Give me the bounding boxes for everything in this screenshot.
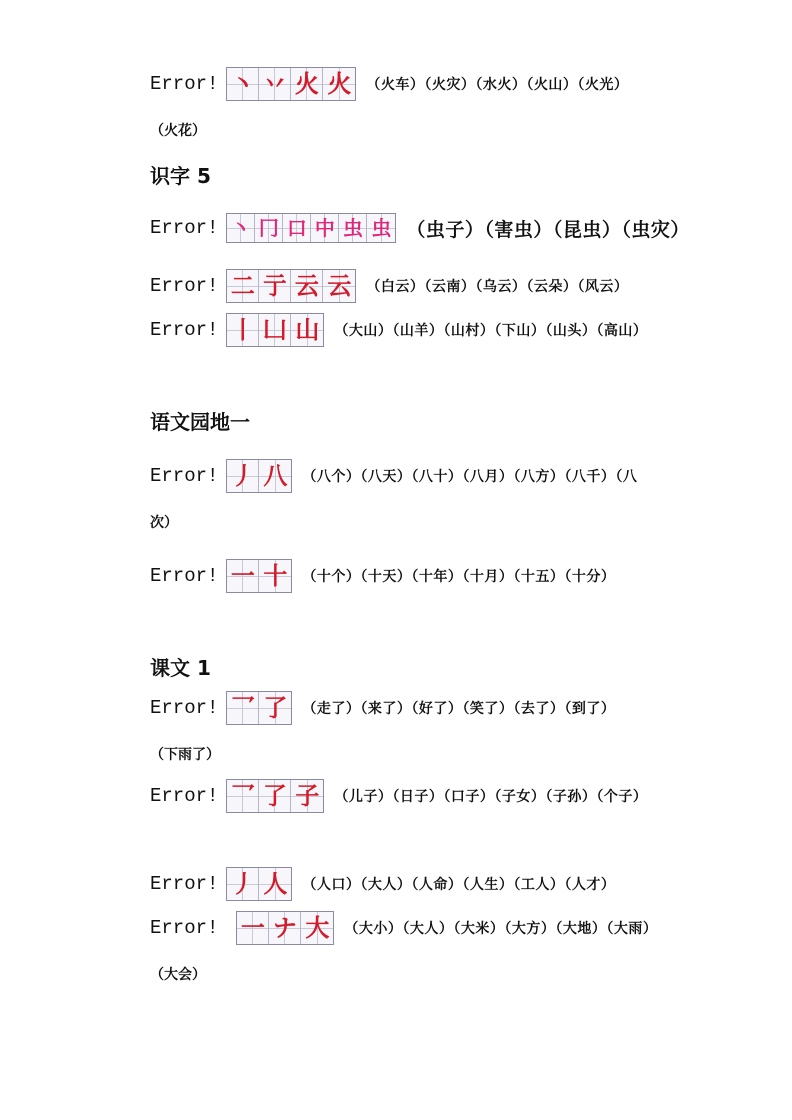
- stroke-cell: 虫: [339, 214, 367, 242]
- stroke-cell: 子: [291, 780, 323, 812]
- error-label: Error!: [150, 73, 219, 95]
- entry-ren: [150, 866, 615, 902]
- stroke-cell: 冂: [255, 214, 283, 242]
- stroke-order-huo: [226, 67, 356, 101]
- stroke-cell: 八: [259, 460, 291, 492]
- word-list-yun: （白云）（云南）（乌云）（云朵）（风云）: [366, 279, 629, 295]
- word-list-zi: （儿子）（日子）（口子）（子女）（子孙）（个子）: [334, 789, 648, 805]
- section-heading-shizi5: 识字 5: [150, 164, 211, 188]
- word-list-chong: （虫子）（害虫）（昆虫）（虫灾）: [406, 218, 690, 241]
- stroke-cell: 二: [227, 270, 259, 302]
- stroke-cell: 一: [237, 912, 269, 944]
- stroke-cell: 丶: [227, 68, 259, 100]
- stroke-cell: 丿: [227, 868, 259, 900]
- entry-shan: [150, 312, 647, 348]
- word-list-le: （走了）（来了）（好了）（笑了）（去了）（到了）: [302, 701, 616, 717]
- stroke-cell: 乛: [227, 780, 259, 812]
- stroke-order-ba: [226, 459, 292, 493]
- stroke-cell: 大: [301, 912, 333, 944]
- entry-yun: [150, 268, 628, 304]
- stroke-cell: 乛: [227, 692, 259, 724]
- stroke-order-da: [236, 911, 334, 945]
- stroke-cell: 丨: [227, 314, 259, 346]
- entry-ba: [150, 458, 637, 494]
- entry-chong: [150, 210, 690, 246]
- stroke-cell: 了: [259, 780, 291, 812]
- stroke-order-shi: [226, 559, 292, 593]
- error-label: Error!: [150, 565, 219, 587]
- stroke-order-le: [226, 691, 292, 725]
- entry-shi: [150, 558, 615, 594]
- word-list-shan: （大山）（山羊）（山村）（下山）（山头）（高山）: [334, 323, 648, 339]
- word-list-le-wrap: （下雨了）: [150, 747, 220, 763]
- stroke-cell: 丶: [227, 214, 255, 242]
- stroke-cell: 丿: [227, 460, 259, 492]
- entry-zi: [150, 778, 647, 814]
- error-label: Error!: [150, 785, 219, 807]
- stroke-order-yun: [226, 269, 356, 303]
- section-heading-kewen1: 课文 1: [150, 656, 211, 680]
- stroke-cell: ナ: [269, 912, 301, 944]
- error-label: Error!: [150, 697, 219, 719]
- word-list-da: （大小）（大人）（大米）（大方）（大地）（大雨）: [344, 921, 658, 937]
- word-list-ba-wrap: 次）: [150, 515, 178, 531]
- stroke-cell: 十: [259, 560, 291, 592]
- stroke-cell: 虫: [367, 214, 395, 242]
- entry-huo: [150, 66, 628, 102]
- stroke-cell: 一: [227, 560, 259, 592]
- stroke-cell: 亍: [259, 270, 291, 302]
- error-label: Error!: [150, 319, 219, 341]
- error-label: Error!: [150, 465, 219, 487]
- word-list-ren: （人口）（大人）（人命）（人生）（工人）（人才）: [302, 877, 616, 893]
- stroke-cell: 丷: [259, 68, 291, 100]
- stroke-cell: 云: [291, 270, 323, 302]
- stroke-order-chong: [226, 213, 396, 243]
- error-label: Error!: [150, 275, 219, 297]
- section-heading-yuwen: 语文园地一: [150, 410, 250, 434]
- word-list-shi: （十个）（十天）（十年）（十月）（十五）（十分）: [302, 569, 616, 585]
- stroke-order-zi: [226, 779, 324, 813]
- word-list-huo-wrap: （火花）: [150, 123, 206, 139]
- stroke-cell: 了: [259, 692, 291, 724]
- word-list-huo: （火车）（火灾）（水火）（火山）（火光）: [366, 77, 629, 93]
- stroke-cell: 中: [311, 214, 339, 242]
- error-label: Error!: [150, 217, 219, 239]
- entry-da: [150, 910, 657, 946]
- stroke-cell: 云: [323, 270, 355, 302]
- word-list-da-wrap: （大会）: [150, 967, 206, 983]
- entry-le: [150, 690, 615, 726]
- stroke-cell: 山: [291, 314, 323, 346]
- stroke-order-shan: [226, 313, 324, 347]
- error-label: Error!: [150, 917, 219, 939]
- stroke-cell: 火: [323, 68, 355, 100]
- stroke-cell: 凵: [259, 314, 291, 346]
- error-label: Error!: [150, 873, 219, 895]
- stroke-order-ren: [226, 867, 292, 901]
- word-list-ba: （八个）（八天）（八十）（八月）（八方）（八千）（八: [302, 469, 638, 485]
- stroke-cell: 人: [259, 868, 291, 900]
- stroke-cell: 口: [283, 214, 311, 242]
- stroke-cell: 火: [291, 68, 323, 100]
